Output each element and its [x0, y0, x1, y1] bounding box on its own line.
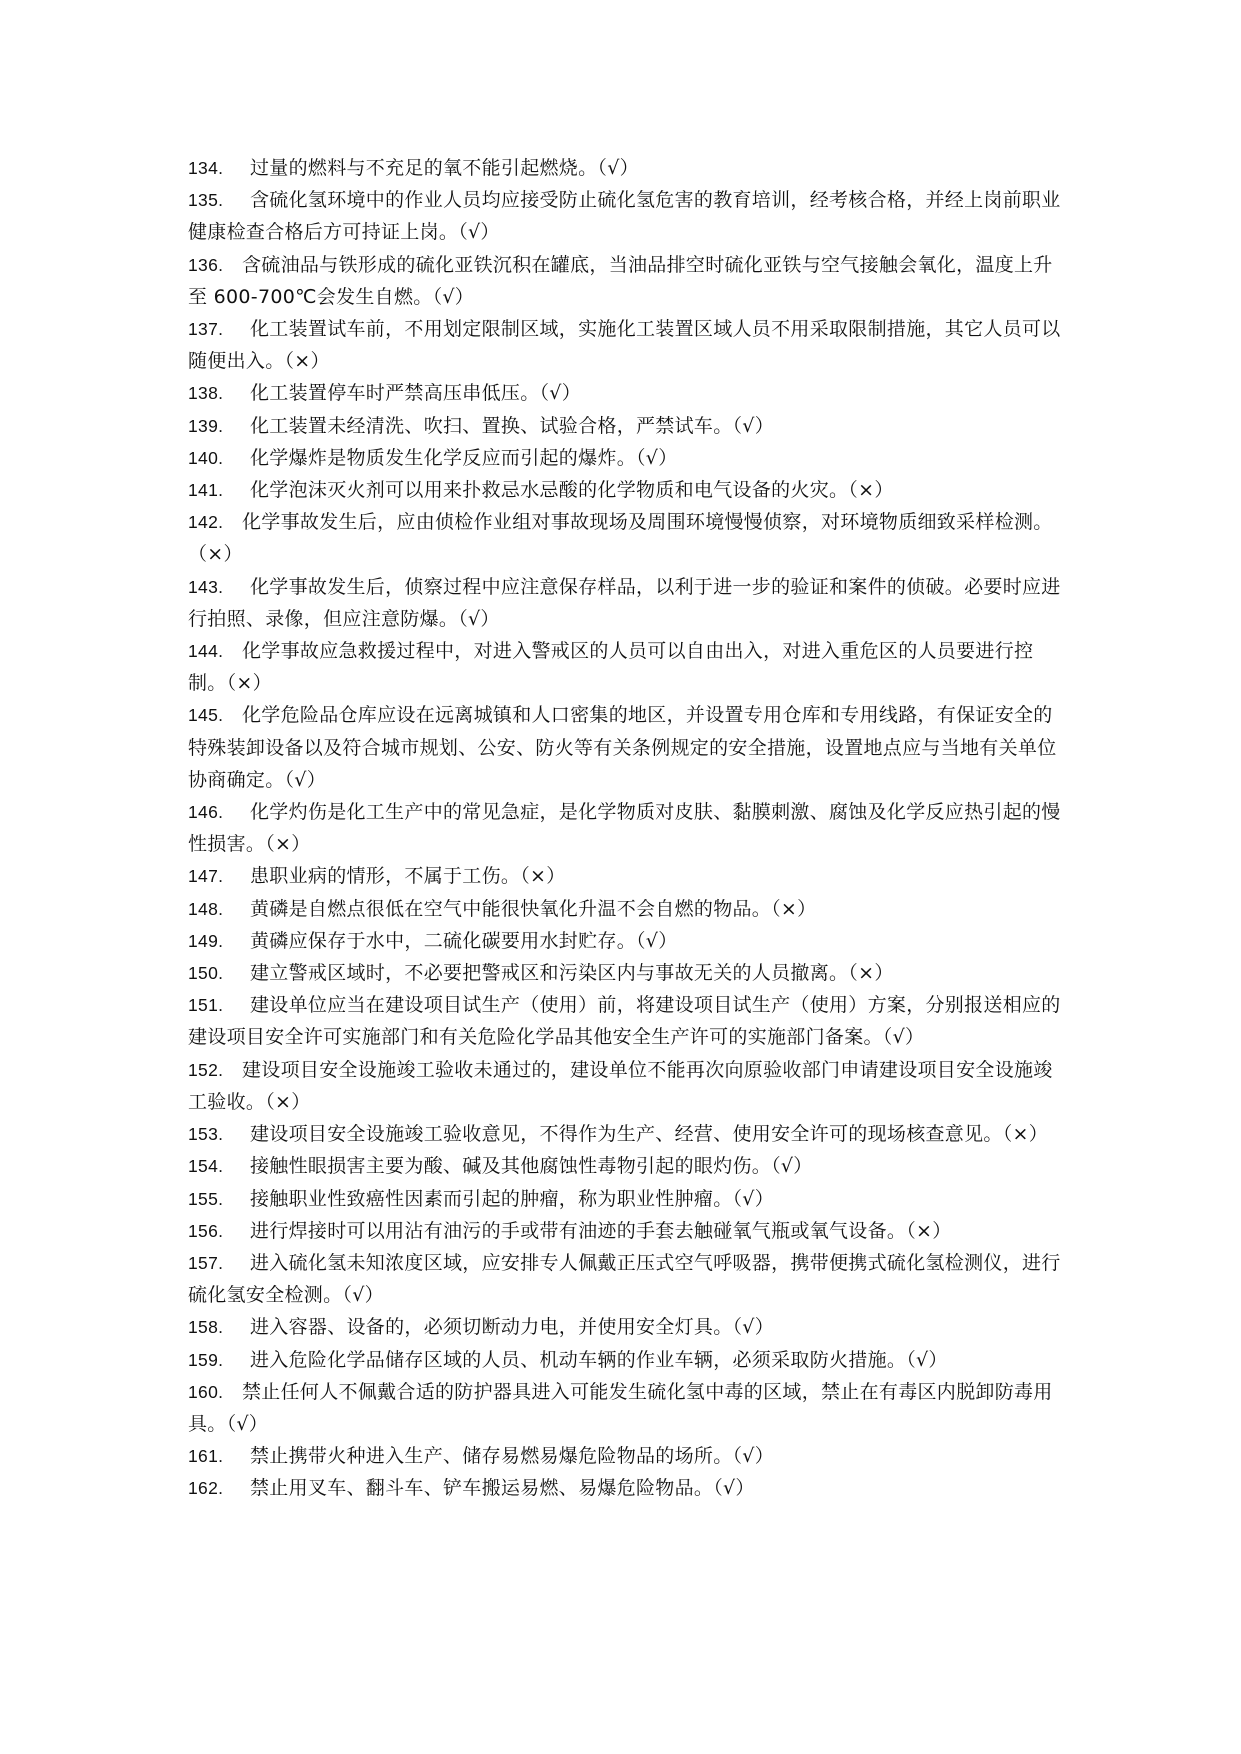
item-text: 进行焊接时可以用沾有油污的手或带有油迹的手套去触碰氧气瓶或氧气设备。（×）: [250, 1219, 952, 1242]
question-list: [188, 152, 1068, 1505]
item-text: 化工装置停车时严禁高压串低压。（√）: [250, 382, 582, 405]
list-item: [188, 957, 1068, 989]
list-item: [188, 249, 1068, 313]
item-text: 化学危险品仓库应设在远离城镇和人口密集的地区，并设置专用仓库和专用线路，有保证安全的特殊装卸设备以及符合城市规划、公安、防火等有关条例规定的安全措施，设置地点应与当地有关单位协商确定。（√）: [188, 704, 1057, 791]
item-number: 154.: [188, 1156, 224, 1177]
item-number: 158.: [188, 1317, 224, 1338]
item-number: 157.: [188, 1252, 224, 1273]
item-text: 含硫化氢环境中的作业人员均应接受防止硫化氢危害的教育培训，经考核合格，并经上岗前职业健康检查合格后方可持证上岗。（√）: [188, 189, 1061, 244]
item-number: 162.: [188, 1478, 224, 1499]
list-item: [188, 152, 1068, 184]
list-item: [188, 1215, 1068, 1247]
item-text: 含硫油品与铁形成的硫化亚铁沉积在罐底，当油品排空时硫化亚铁与空气接触会氧化，温度上升至 600-700℃会发生自燃。（√）: [188, 253, 1053, 308]
list-item: [188, 635, 1068, 699]
list-item: [188, 796, 1068, 860]
item-text: 禁止用叉车、翻斗车、铲车搬运易燃、易爆危险物品。（√）: [250, 1477, 755, 1500]
item-number: 143.: [188, 576, 224, 597]
list-item: [188, 313, 1068, 377]
list-item: [188, 893, 1068, 925]
list-item: [188, 860, 1068, 892]
item-number: 155.: [188, 1188, 224, 1209]
item-text: 建设项目安全设施竣工验收意见，不得作为生产、经营、使用安全许可的现场核查意见。（×）: [250, 1123, 1049, 1146]
item-number: 159.: [188, 1349, 224, 1370]
list-item: [188, 989, 1068, 1053]
item-text: 黄磷是自燃点很低在空气中能很快氧化升温不会自燃的物品。（×）: [250, 897, 817, 920]
item-number: 141.: [188, 480, 224, 501]
list-item: [188, 1344, 1068, 1376]
list-item: [188, 184, 1068, 248]
item-text: 患职业病的情形，不属于工伤。（×）: [250, 865, 566, 888]
item-number: 145.: [188, 705, 224, 726]
list-item: [188, 442, 1068, 474]
item-number: 142.: [188, 512, 224, 533]
list-item: [188, 571, 1068, 635]
item-number: 161.: [188, 1446, 224, 1467]
item-number: 156.: [188, 1220, 224, 1241]
item-number: 137.: [188, 319, 224, 340]
item-number: 144.: [188, 641, 224, 662]
item-number: 146.: [188, 802, 224, 823]
item-number: 134.: [188, 158, 224, 178]
item-number: 150.: [188, 963, 224, 984]
item-text: 建立警戒区域时，不必要把警戒区和污染区内与事故无关的人员撤离。（×）: [250, 962, 894, 985]
item-number: 151.: [188, 995, 224, 1016]
item-number: 147.: [188, 866, 224, 887]
list-item: [188, 1118, 1068, 1150]
item-number: 160.: [188, 1381, 224, 1402]
list-item: [188, 1311, 1068, 1343]
item-text: 黄磷应保存于水中，二硫化碳要用水封贮存。（√）: [250, 929, 678, 952]
list-item: [188, 1440, 1068, 1472]
list-item: [188, 1472, 1068, 1504]
item-text: 化学事故发生后，侦察过程中应注意保存样品，以利于进一步的验证和案件的侦破。必要时应进行拍照、录像，但应注意防爆。（√）: [188, 575, 1061, 630]
list-item: [188, 506, 1068, 570]
item-text: 进入硫化氢未知浓度区域，应安排专人佩戴正压式空气呼吸器，携带便携式硫化氢检测仪，进行硫化氢安全检测。（√）: [188, 1251, 1061, 1307]
item-text: 化工装置未经清洗、吹扫、置换、试验合格，严禁试车。（√）: [250, 414, 775, 437]
list-item: [188, 1247, 1068, 1311]
item-text: 进入危险化学品储存区域的人员、机动车辆的作业车辆，必须采取防火措施。（√）: [250, 1348, 948, 1371]
item-text: 化学爆炸是物质发生化学反应而引起的爆炸。（√）: [250, 446, 678, 469]
item-text: 接触性眼损害主要为酸、碱及其他腐蚀性毒物引起的眼灼伤。（√）: [250, 1155, 813, 1178]
item-number: 139.: [188, 415, 224, 436]
item-number: 138.: [188, 383, 224, 404]
list-item: [188, 925, 1068, 957]
list-item: [188, 474, 1068, 506]
item-text: 禁止任何人不佩戴合适的防护器具进入可能发生硫化氢中毒的区域，禁止在有毒区内脱卸防毒用具。（√）: [188, 1380, 1053, 1435]
item-text: 进入容器、设备的，必须切断动力电，并使用安全灯具。（√）: [250, 1316, 775, 1339]
item-number: 148.: [188, 898, 224, 919]
item-number: 140.: [188, 447, 224, 468]
list-item: [188, 1150, 1068, 1182]
item-text: 化工装置试车前，不用划定限制区域，实施化工装置区域人员不用采取限制措施，其它人员可以随便出入。（×）: [188, 318, 1061, 373]
list-item: [188, 377, 1068, 409]
item-text: 化学泡沫灭火剂可以用来扑救忌水忌酸的化学物质和电气设备的火灾。（×）: [250, 479, 894, 502]
item-number: 149.: [188, 930, 224, 951]
item-number: 135.: [188, 190, 224, 211]
item-text: 建设单位应当在建设项目试生产（使用）前，将建设项目试生产（使用）方案，分别报送相应的建设项目安全许可实施部门和有关危险化学品其他安全生产许可的实施部门备案。（√）: [188, 994, 1061, 1049]
item-number: 153.: [188, 1124, 224, 1145]
item-text: 化学灼伤是化工生产中的常见急症，是化学物质对皮肤、黏膜刺激、腐蚀及化学反应热引起的慢性损害。（×）: [188, 801, 1061, 856]
list-item: [188, 1376, 1068, 1440]
item-text: 化学事故发生后，应由侦检作业组对事故现场及周围环境慢慢侦察，对环境物质细致采样检测。（×）: [188, 511, 1053, 566]
list-item: [188, 410, 1068, 442]
item-text: 过量的燃料与不充足的氧不能引起燃烧。（√）: [250, 157, 639, 179]
list-item: [188, 1183, 1068, 1215]
item-text: 化学事故应急救援过程中，对进入警戒区的人员可以自由出入，对进入重危区的人员要进行控制。（×）: [188, 640, 1034, 695]
item-number: 136.: [188, 254, 224, 275]
list-item: [188, 1054, 1068, 1118]
list-item: [188, 699, 1068, 796]
item-text: 接触职业性致癌性因素而引起的肿瘤，称为职业性肿瘤。（√）: [250, 1187, 775, 1210]
item-number: 152.: [188, 1059, 224, 1080]
item-text: 禁止携带火种进入生产、储存易燃易爆危险物品的场所。（√）: [250, 1445, 775, 1468]
item-text: 建设项目安全设施竣工验收未通过的，建设单位不能再次向原验收部门申请建设项目安全设施竣工验收。（×）: [188, 1058, 1053, 1113]
